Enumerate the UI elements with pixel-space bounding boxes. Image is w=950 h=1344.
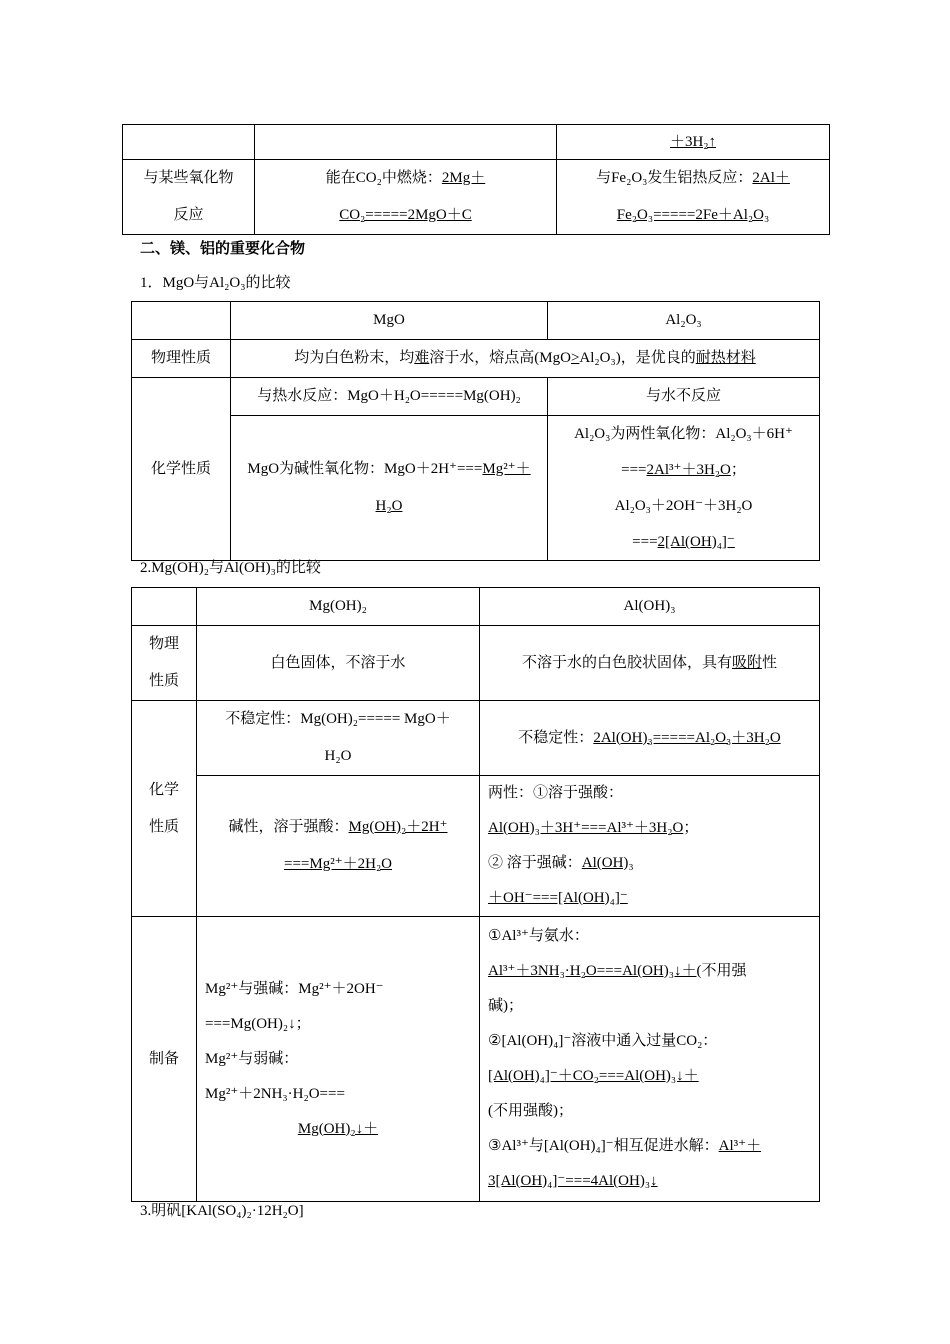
mgo-water-reaction: 与热水反应：MgO＋H₂O=====Mg(OH)₂ — [231, 378, 548, 416]
column-header-aloh3: Al(OH)₃ — [480, 588, 820, 626]
h2-evolution-text: ＋3H₂↑ — [669, 134, 717, 150]
row-label-physical: 物理 性质 — [132, 626, 197, 701]
column-header-al2o3: Al₂O₃ — [548, 302, 820, 340]
mgoh2-physical: 白色固体，不溶于水 — [197, 626, 480, 701]
subsection-heading-mgo-al2o3: 1．MgO与Al₂O₃的比较 — [140, 275, 291, 291]
table-cell — [132, 588, 197, 626]
section-heading-compounds: 二、镁、铝的重要化合物 — [140, 239, 306, 257]
subsection-heading-alum: 3.明矾[KAl(SO₄)₂·12H₂O] — [140, 1203, 304, 1219]
table-cell — [255, 125, 557, 160]
table-cell — [132, 302, 231, 340]
mg-co2-equation: 2Mg＋CO₂=====2MgO＋C — [339, 170, 486, 223]
mgoh2-basic: 碱性，溶于强酸：Mg(OH)₂＋2H⁺ ===Mg²⁺＋2H₂O — [197, 776, 480, 917]
row-label-oxide-reaction: 与某些氧化物反应 — [123, 160, 255, 235]
row-label-chemical: 化学性质 — [132, 378, 231, 561]
table-metal-properties-continued — [122, 124, 830, 235]
mgoh2-preparation: Mg²⁺与强碱：Mg²⁺＋2OH⁻ ===Mg(OH)₂↓； Mg²⁺与弱碱： Mg²⁺＋2NH₃·H₂O=== Mg(OH)₂↓＋ — [197, 917, 480, 1202]
row-label-chemical: 化学 性质 — [132, 701, 197, 917]
aloh3-preparation: ①Al³⁺与氨水： Al³⁺＋3NH₃·H₂O===Al(OH)₃↓＋(不用强 碱)； ②[Al(OH)₄]⁻溶液中通入过量CO₂： [Al(OH)₄]⁻＋CO₂===Al(OH)₃↓＋ (不用强酸)； ③Al³⁺与[Al(OH)₄]⁻相互促进水解：Al³⁺＋ 3[Al(OH)₄]⁻===4Al(OH)₃↓ — [480, 917, 820, 1202]
mgo-acid-equation: Mg²⁺＋H₂O — [375, 461, 531, 514]
column-header-mgoh2: Mg(OH)₂ — [197, 588, 480, 626]
al2o3-amphoteric-cell: Al₂O₃为两性氧化物：Al₂O₃＋6H⁺ ===2Al³⁺＋3H₂O； Al₂O₃＋2OH⁻＋3H₂O ===2[Al(OH)₄]⁻ — [548, 416, 820, 561]
al-thermite-reaction-cell: 与Fe₂O₃发生铝热反应：2Al＋Fe₂O₃=====2Fe＋Al₂O₃ — [557, 160, 830, 235]
mgo-basic-oxide-cell: MgO为碱性氧化物：MgO＋2H⁺===Mg²⁺＋H₂O — [231, 416, 548, 561]
table-cell — [557, 125, 830, 160]
row-label-physical: 物理性质 — [132, 340, 231, 378]
al2o3-water-reaction: 与水不反应 — [548, 378, 820, 416]
table-cell — [123, 125, 255, 160]
mg-co2-reaction-cell: 能在CO₂中燃烧：2Mg＋CO₂=====2MgO＋C — [255, 160, 557, 235]
physical-property-cell: 均为白色粉末，均难溶于水，熔点高(MgO>Al₂O₃)，是优良的耐热材料 — [231, 340, 820, 378]
aloh3-amphoteric: 两性：①溶于强酸： Al(OH)₃＋3H⁺===Al³⁺＋3H₂O； ② 溶于强碱：Al(OH)₃ ＋OH⁻===[Al(OH)₄]⁻ — [480, 776, 820, 917]
aloh3-unstable: 不稳定性：2Al(OH)₃=====Al₂O₃＋3H₂O — [480, 701, 820, 776]
table-hydroxide-comparison — [131, 587, 820, 1202]
subsection-heading-hydroxides: 2.Mg(OH)₂与Al(OH)₃的比较 — [140, 560, 321, 576]
mgoh2-unstable: 不稳定性：Mg(OH)₂===== MgO＋ H₂O — [197, 701, 480, 776]
al-thermite-equation: 2Al＋Fe₂O₃=====2Fe＋Al₂O₃ — [616, 170, 790, 223]
row-label-preparation: 制备 — [132, 917, 197, 1202]
aloh3-physical: 不溶于水的白色胶状固体，具有吸附性 — [480, 626, 820, 701]
column-header-mgo: MgO — [231, 302, 548, 340]
table-mgo-al2o3-comparison — [131, 301, 820, 561]
